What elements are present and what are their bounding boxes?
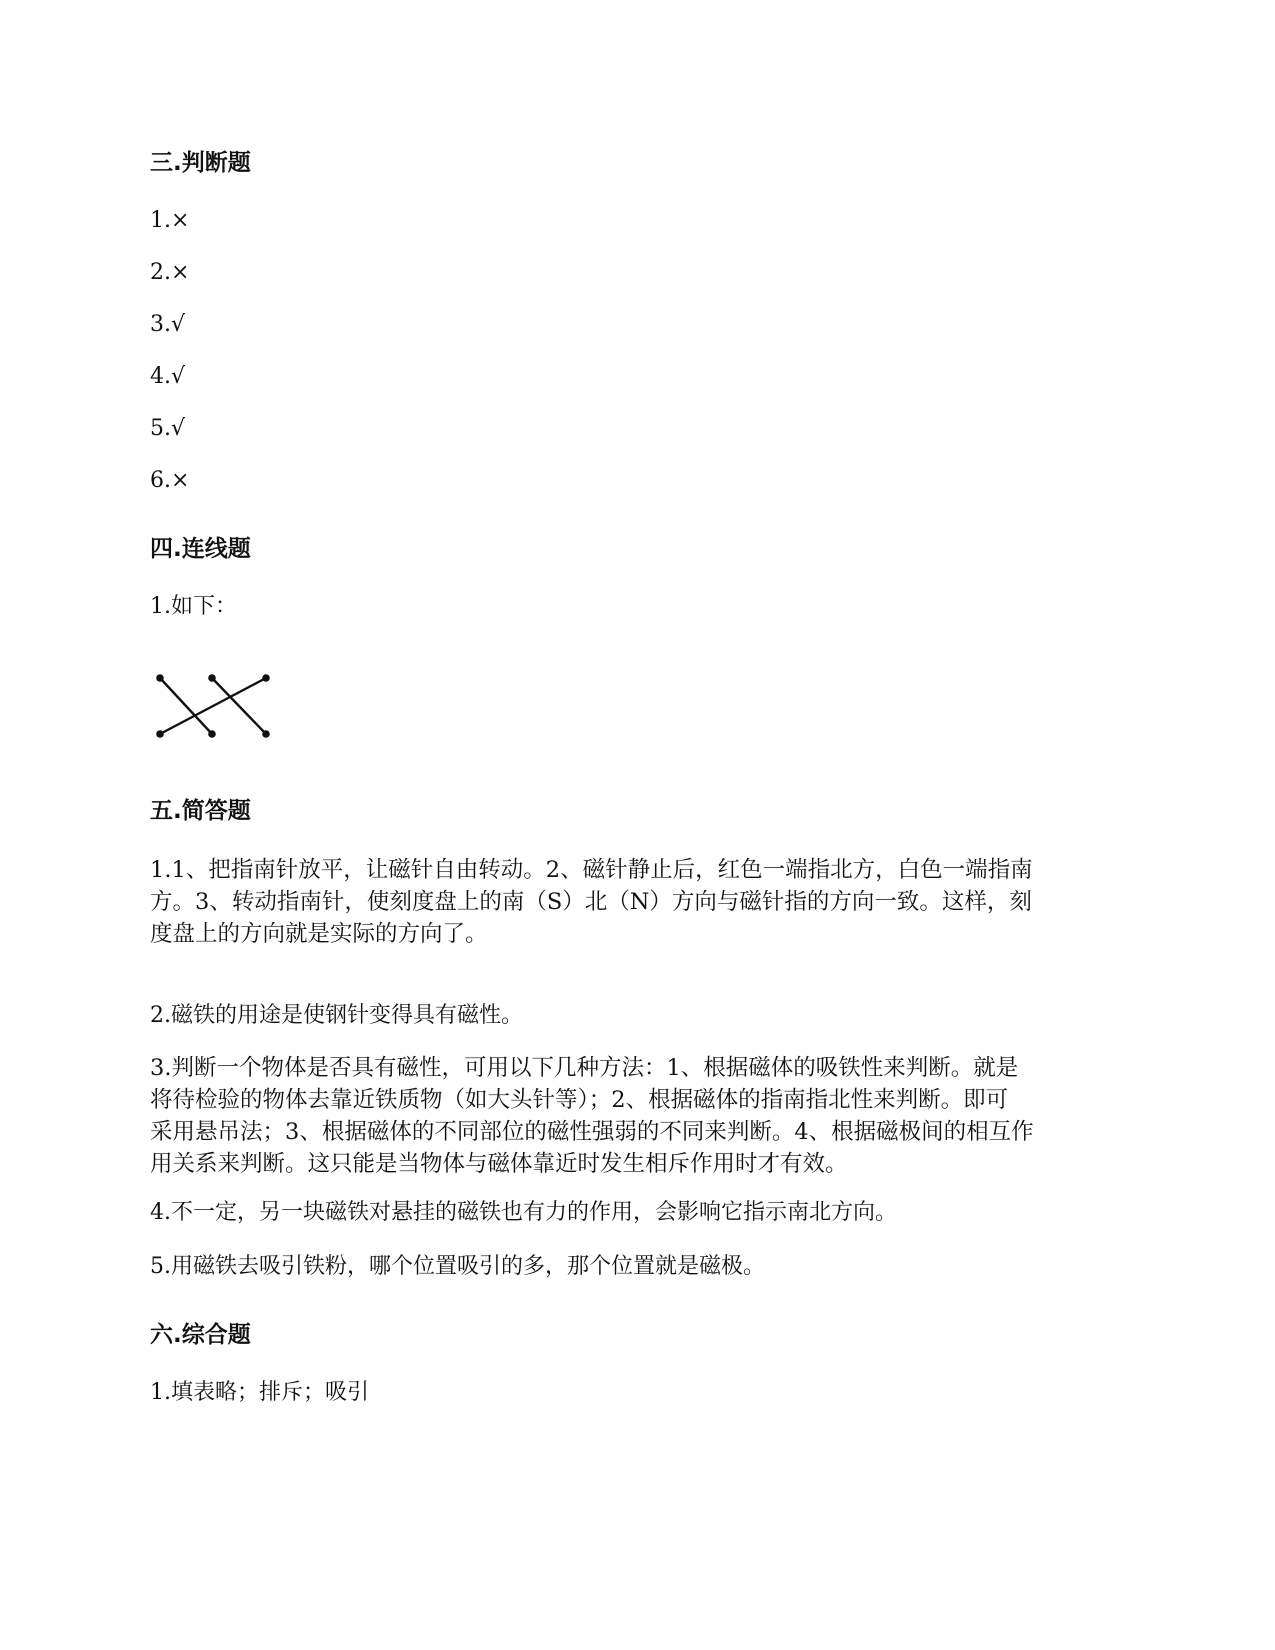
matching-dot-top-1 (156, 674, 164, 682)
matching-dot-bottom-1 (156, 730, 164, 738)
short-answer-5: 5.用磁铁去吸引铁粉，哪个位置吸引的多，那个位置就是磁极。 (150, 1254, 765, 1279)
matching-dot-top-2 (208, 674, 216, 682)
short-answer-3 (150, 1052, 1140, 1180)
judgement-answer-4: 4.√ (150, 364, 186, 389)
short-answer-2: 2.磁铁的用途是使钢针变得具有磁性。 (150, 1003, 523, 1028)
short-answer-1-line-2: 方。3、转动指南针，使刻度盘上的南（S）北（N）方向与磁针指的方向一致。这样，刻 (150, 889, 1032, 915)
short-answer-4: 4.不一定，另一块磁铁对悬挂的磁铁也有力的作用，会影响它指示南北方向。 (150, 1200, 897, 1225)
judgement-answer-6: 6.× (150, 468, 190, 493)
matching-dot-top-3 (262, 674, 270, 682)
matching-lines-figure (152, 668, 280, 744)
short-answer-3-line-4: 用关系来判断。这只能是当物体与磁体靠近时发生相斥作用时才有效。 (150, 1151, 848, 1177)
section-title-judgement: 三.判断题 (150, 150, 251, 176)
matching-answer-label: 1.如下： (150, 594, 237, 619)
short-answer-1-line-3: 度盘上的方向就是实际的方向了。 (150, 921, 488, 947)
short-answer-3-line-1: 3.判断一个物体是否具有磁性，可用以下几种方法：1、根据磁体的吸铁性来判断。就是 (150, 1055, 1019, 1081)
judgement-answer-2: 2.× (150, 260, 190, 285)
judgement-answer-5: 5.√ (150, 416, 186, 441)
judgement-answer-1: 1.× (150, 208, 190, 233)
short-answer-1 (150, 854, 1140, 950)
short-answer-1-line-1: 1.1、把指南针放平，让磁针自由转动。2、磁针静止后，红色一端指北方，白色一端指南 (150, 857, 1033, 883)
matching-line-2 (212, 678, 266, 734)
matching-dot-bottom-2 (208, 730, 216, 738)
short-answer-3-line-3: 采用悬吊法；3、根据磁体的不同部位的磁性强弱的不同来判断。4、根据磁极间的相互作 (150, 1119, 1034, 1145)
section-title-comprehensive: 六.综合题 (150, 1322, 251, 1348)
matching-line-1 (160, 678, 212, 734)
short-answer-3-line-2: 将待检验的物体去靠近铁质物（如大头针等）；2、根据磁体的指南指北性来判断。即可 (150, 1087, 1009, 1113)
matching-line-3 (160, 678, 266, 734)
section-title-matching: 四.连线题 (150, 536, 251, 562)
judgement-answer-3: 3.√ (150, 312, 186, 337)
section-title-short-answer: 五.简答题 (150, 798, 251, 824)
matching-dot-bottom-3 (262, 730, 270, 738)
comprehensive-answer-1: 1.填表略；排斥；吸引 (150, 1380, 369, 1405)
